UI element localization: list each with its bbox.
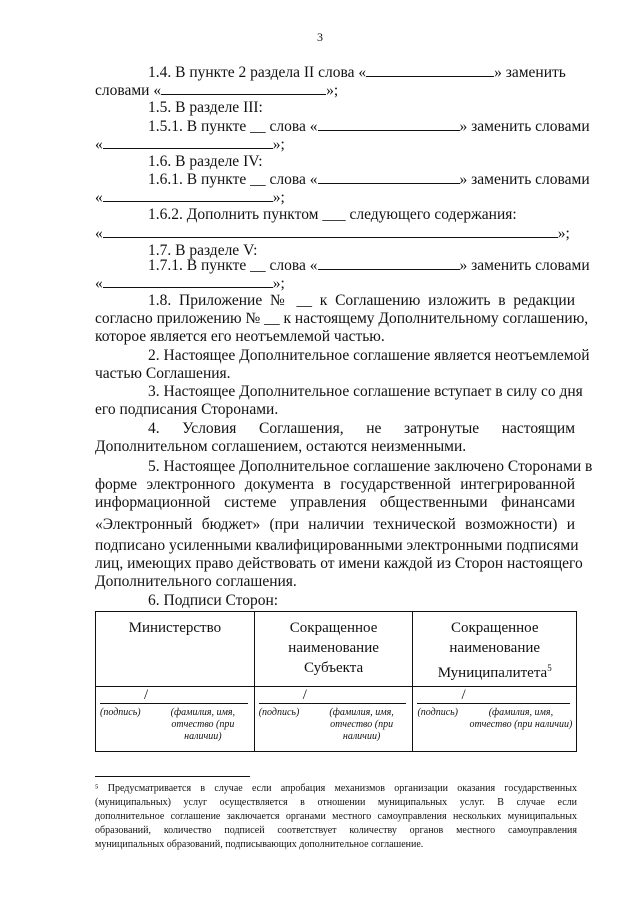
footnote-line-5: муниципальных образований, подписывающих дополнительное соглашение. — [95, 839, 424, 850]
item-1-6-2-line-2: « »; — [95, 225, 570, 242]
paragraph-5-line-3: информационной системе управления общественными финансами — [95, 494, 575, 511]
header-municipality: Сокращенное наименование Муниципалитета$^5$ — [413, 612, 577, 687]
paragraph-1-8-line-1: 1.8. Приложение № __ к Соглашению изложить в редакции — [148, 292, 575, 309]
header-ministry: Министерство — [96, 612, 255, 687]
item-1-6-1-line: 1.6.1. В пункте __ слова « » заменить словами — [148, 171, 590, 188]
paragraph-5-line-7: Дополнительного соглашения. — [95, 573, 297, 590]
footnote-line-1: ⁵ Предусматривается в случае если апробация механизмов организации оказания государственных — [95, 783, 577, 794]
paragraph-5-line-5: подписано усиленными квалифицированными электронными подписями — [95, 537, 579, 554]
blank-field — [318, 170, 460, 184]
paragraph-5-line-2: форме электронного документа в государственной интегрированной — [95, 476, 575, 493]
blank-field — [103, 188, 273, 202]
blank-field — [318, 117, 460, 131]
footnote-line-4: образований, количество подписей соответствует количеству органов местного самоуправления — [95, 825, 577, 836]
footnote-separator — [95, 776, 250, 777]
paragraph-2-line-1: 2. Настоящее Дополнительное соглашение является неотъемлемой — [148, 347, 590, 364]
paragraph-5-line-1: 5. Настоящее Дополнительное соглашение заключено Сторонами в — [148, 458, 593, 475]
signature-cell-ministry: / (подпись) (фамилия, имя, отчество (при наличии) — [96, 687, 255, 752]
item-1-7-1-line: 1.7.1. В пункте __ слова « » заменить словами — [148, 257, 590, 274]
blank-field — [103, 135, 273, 149]
paragraph-1-8-line-2: согласно приложению № __ к настоящему Дополнительному соглашению, — [95, 310, 589, 327]
signature-cell-municipality: / (подпись) (фамилия, имя, отчество (при наличии) — [413, 687, 577, 752]
footnote-line-3: дополнительное соглашение заключается органами местного самоуправления нескольких муниципальных — [95, 811, 577, 822]
paragraph-5-line-4: «Электронный бюджет» (при наличии технической возможности) и — [95, 516, 575, 533]
item-1-7-1-line-2: « »; — [95, 275, 285, 292]
paragraph-4-line-2: Дополнительном соглашением, остаются неизменными. — [95, 438, 467, 455]
item-1-6-1-line-2: « »; — [95, 189, 285, 206]
paragraph-5-line-6: лиц, имеющих право действовать от имени каждой из Сторон настоящего — [95, 555, 583, 572]
paragraph-1-8-line-3: которое является его неотъемлемой частью. — [95, 328, 385, 345]
signature-cell-subject: / (подпись) (фамилия, имя, отчество (при наличии) — [254, 687, 413, 752]
item-1-6-2-line: 1.6.2. Дополнить пунктом ___ следующего содержания: — [148, 206, 517, 223]
section-v-heading: 1.7. В разделе V: — [148, 242, 258, 259]
item-1-5-1-line-2: « »; — [95, 136, 285, 153]
blank-field — [103, 224, 558, 238]
blank-field — [366, 63, 494, 77]
paragraph-2-line-2: частью Соглашения. — [95, 365, 231, 382]
blank-field — [318, 256, 460, 270]
item-1-5-1-line: 1.5.1. В пункте __ слова « » заменить словами — [148, 118, 590, 135]
signature-line — [100, 703, 248, 704]
paragraph-3-line-2: его подписания Сторонами. — [95, 401, 279, 418]
item-1-4-line: 1.4. В пункте 2 раздела II слова « » заменить — [148, 64, 566, 81]
page-number: 3 — [317, 30, 323, 44]
footnote-ref: 5 — [547, 663, 552, 673]
section-iv-heading: 1.6. В разделе IV: — [148, 153, 263, 170]
header-subject: Сокращенное наименование Субъекта — [254, 612, 413, 687]
paragraph-4-line-1: 4. Условия Соглашения, не затронутые настоящим — [148, 420, 575, 437]
signature-line — [259, 703, 407, 704]
item-1-4-line-2: словами « »; — [95, 82, 339, 99]
paragraph-3-line-1: 3. Настоящее Дополнительное соглашение вступает в силу со дня — [148, 383, 583, 400]
section-iii-heading: 1.5. В разделе III: — [148, 99, 263, 116]
footnote-line-2: (муниципальных) услуг осуществляется в отношении муниципальных услуг. В случае если — [95, 797, 577, 808]
paragraph-6-heading: 6. Подписи Сторон: — [148, 592, 279, 609]
signature-line — [417, 703, 570, 704]
signatures-table — [95, 611, 577, 752]
blank-field — [103, 274, 273, 288]
blank-field — [161, 81, 326, 95]
